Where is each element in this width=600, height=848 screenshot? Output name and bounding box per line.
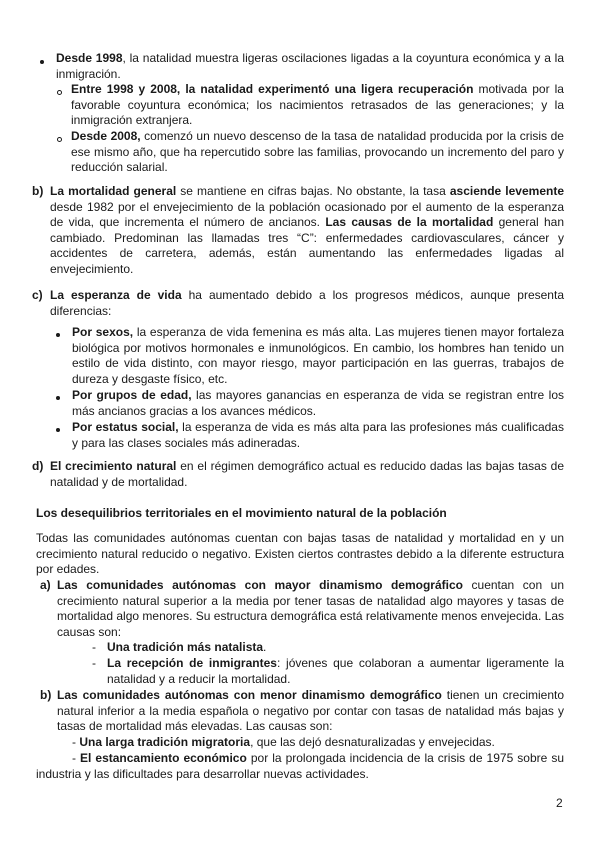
list-marker-a: a) <box>40 578 51 592</box>
paragraph-1998-2008: Entre 1998 y 2008, la natalidad experimentó una ligera recuperación motivada por la favorable coyuntura económica; los nacimientos retrasados de las generaciones; y la inmigración extranjera. <box>71 82 564 128</box>
paragraph-esperanza-vida: La esperanza de vida ha aumentado debido a los progresos médicos, aunque presenta diferencias: <box>50 288 564 318</box>
paragraph-estancamiento: - El estancamiento económico por la prolongada incidencia de la crisis de 1975 sobre su industria y las dificultades para desarrollar nuevas actividades. <box>36 751 564 781</box>
dash-marker: - <box>92 656 96 670</box>
paragraph-mortalidad: La mortalidad general se mantiene en cifras bajas. No obstante, la tasa asciende levemente desde 1982 por el envejecimiento de la población ocasionado por el aumento de la esperanza de vida, que incrementa el número de ancianos. Las causas de la mortalidad general han cambiado. Predominan las llamadas tres “C”: enfermedades cardiovasculares, cáncer y accidentes de carretera, además, están aumentando las enfermedades ligadas al envejecimiento. <box>50 184 564 276</box>
paragraph-por-grupos-edad: Por grupos de edad, las mayores ganancias en esperanza de vida se registran entre los más ancianos gracias a los avances médicos. <box>72 388 564 418</box>
paragraph-por-sexos: Por sexos, la esperanza de vida femenina es más alta. Las mujeres tienen mayor fortaleza biológica por motivos hormonales e inmunológicos. En cambio, los hombres han tenido un estilo de vida distinto, con mayor riesgo, mayor participación en las guerras, trabajos de dureza y desgaste físico, etc. <box>72 325 564 386</box>
list-marker-b: b) <box>32 184 44 198</box>
paragraph-crecimiento-natural: El crecimiento natural en el régimen demográfico actual es reducido dadas las bajas tasas de natalidad y de mortalidad. <box>50 459 565 489</box>
list-marker-c: c) <box>32 288 43 302</box>
paragraph-desde-2008: Desde 2008, comenzó un nuevo descenso de la tasa de natalidad producida por la crisis de ese mismo año, que ha repercutido sobre las familias, provocando un incremento del paro y reducción salarial. <box>71 129 564 175</box>
paragraph-desde-1998: Desde 1998, la natalidad muestra ligeras oscilaciones ligadas a la coyuntura económica y a la inmigración. <box>56 51 565 81</box>
list-marker-d: d) <box>32 459 44 473</box>
bullet-dot-icon <box>40 60 44 64</box>
paragraph-recepcion-inmigrantes: La recepción de inmigrantes: jóvenes que colaboran a aumentar ligeramente la natalidad y a reducir la mortalidad. <box>107 656 564 686</box>
paragraph-tradicion-migratoria: - Una larga tradición migratoria, que las dejó desnaturalizadas y envejecidas. <box>72 735 495 749</box>
bullet-dot-icon <box>56 396 60 400</box>
dash-marker: - <box>92 640 96 654</box>
paragraph-section-intro: Todas las comunidades autónomas cuentan con bajas tasas de natalidad y mortalidad en y un crecimiento natural reducido o negativo. Existen ciertos contrastes debido a la diferente estructura por edades. <box>36 531 564 577</box>
bullet-circle-icon <box>57 137 62 142</box>
bullet-dot-icon <box>56 333 60 337</box>
page-number: 2 <box>556 796 563 810</box>
section-heading: Los desequilibrios territoriales en el movimiento natural de la población <box>36 506 447 520</box>
paragraph-mayor-dinamismo: Las comunidades autónomas con mayor dinamismo demográfico cuentan con un crecimiento natural superior a la media por tener tasas de natalidad algo mayores y tasas de mortalidad algo menores. Su estructura demográfica está relativamente menos envejecida. Las causas son: <box>57 578 564 639</box>
paragraph-menor-dinamismo: Las comunidades autónomas con menor dinamismo demográfico tienen un crecimiento natural inferior a la media española o negativo por contar con tasas de natalidad más bajas y tasas de mortalidad más elevadas. Las causas son: <box>57 688 565 734</box>
list-marker-b2: b) <box>40 688 52 702</box>
bullet-dot-icon <box>56 428 60 432</box>
paragraph-tradicion-natalista: Una tradición más natalista. <box>107 640 267 654</box>
paragraph-por-estatus-social: Por estatus social, la esperanza de vida es más alta para las profesiones más cualificadas y para las clases sociales más adineradas. <box>72 420 564 450</box>
bullet-circle-icon <box>57 90 62 95</box>
